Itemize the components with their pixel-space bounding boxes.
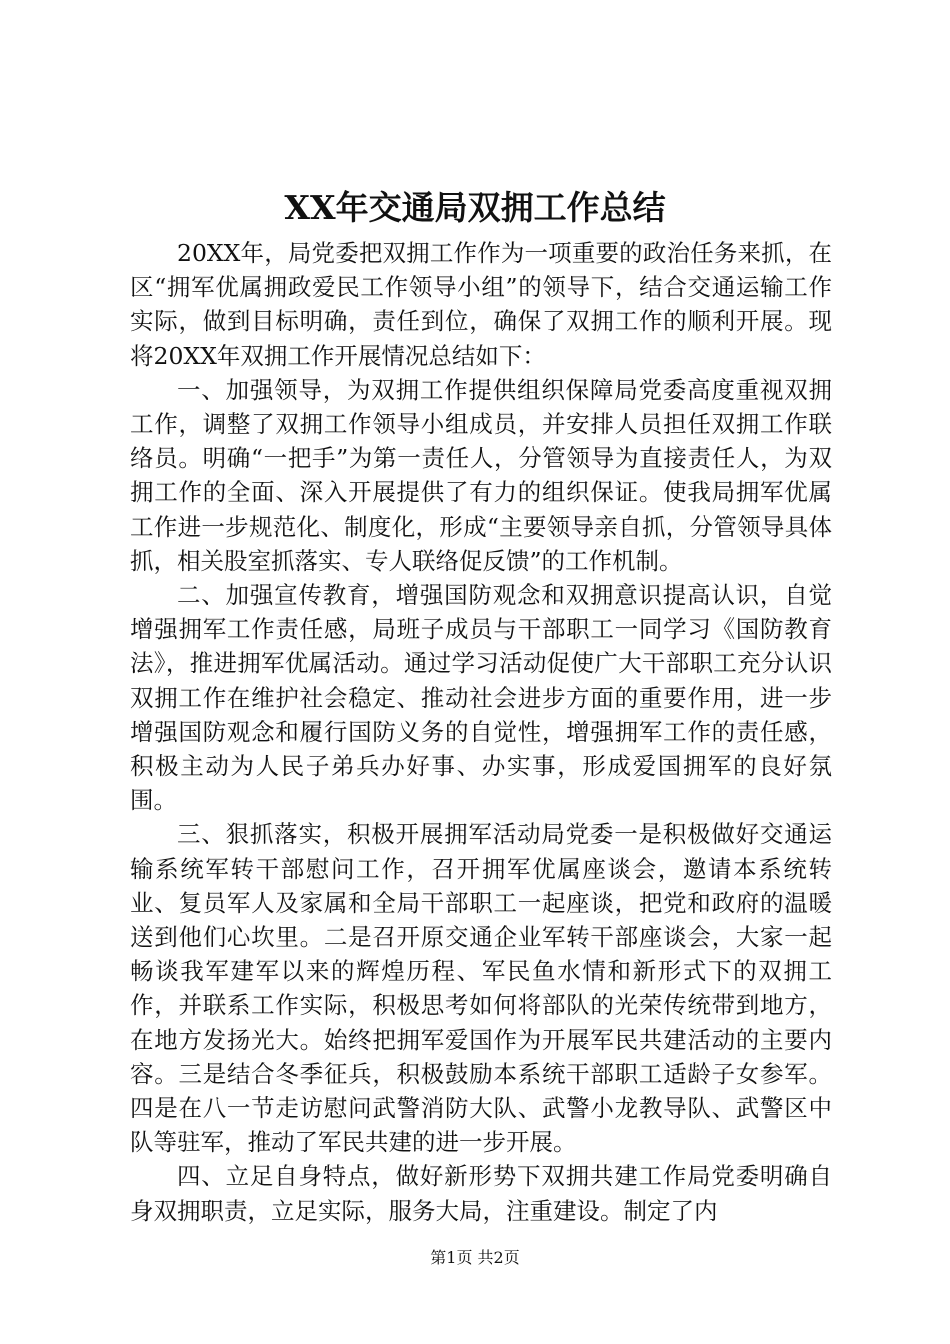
paragraph-intro: 20XX年，局党委把双拥工作作为一项重要的政治任务来抓，在区“拥军优属拥政爱民工作领导小组”的领导下，结合交通运输工作实际，做到目标明确，责任到位，确保了双拥工作的顺利开展。现将20XX年双拥工作开展情况总结如下： <box>130 239 832 370</box>
paragraph-section-4: 四、立足自身特点，做好新形势下双拥共建工作局党委明确自身双拥职责，立足实际，服务大局，注重建设。制定了内 <box>130 1162 832 1225</box>
paragraph-section-2: 二、加强宣传教育，增强国防观念和双拥意识提高认识，自觉增强拥军工作责任感，局班子成员与干部职工一同学习《国防教育法》，推进拥军优属活动。通过学习活动促使广大干部职工充分认识双拥工作在维护社会稳定、推动社会进步方面的重要作用，进一步增强国防观念和履行国防义务的自觉性，增强拥军工作的责任感，积极主动为人民子弟兵办好事、办实事，形成爱国拥军的良好氛围。 <box>130 581 832 815</box>
document-title: XX年交通局双拥工作总结 <box>284 188 666 227</box>
paragraph-section-1: 一、加强领导，为双拥工作提供组织保障局党委高度重视双拥工作，调整了双拥工作领导小组成员，并安排人员担任双拥工作联络员。明确“一把手”为第一责任人，分管领导为直接责任人，为双拥工作的全面、深入开展提供了有力的组织保证。使我局拥军优属工作进一步规范化、制度化，形成“主要领导亲自抓，分管领导具体抓，相关股室抓落实、专人联络促反馈”的工作机制。 <box>130 375 832 575</box>
page-number-footer: 第1页 共2页 <box>430 1248 520 1267</box>
document-body <box>130 236 832 1228</box>
paragraph-section-3: 三、狠抓落实，积极开展拥军活动局党委一是积极做好交通运输系统军转干部慰问工作，召开拥军优属座谈会，邀请本系统转业、复员军人及家属和全局干部职工一起座谈，把党和政府的温暖送到他们心坎里。二是召开原交通企业军转干部座谈会，大家一起畅谈我军建军以来的辉煌历程、军民鱼水情和新形式下的双拥工作，并联系工作实际，积极思考如何将部队的光荣传统带到地方，在地方发扬光大。始终把拥军爱国作为开展军民共建活动的主要内容。三是结合冬季征兵，积极鼓励本系统干部职工适龄子女参军。四是在八一节走访慰问武警消防大队、武警小龙教导队、武警区中队等驻军，推动了军民共建的进一步开展。 <box>130 820 832 1157</box>
